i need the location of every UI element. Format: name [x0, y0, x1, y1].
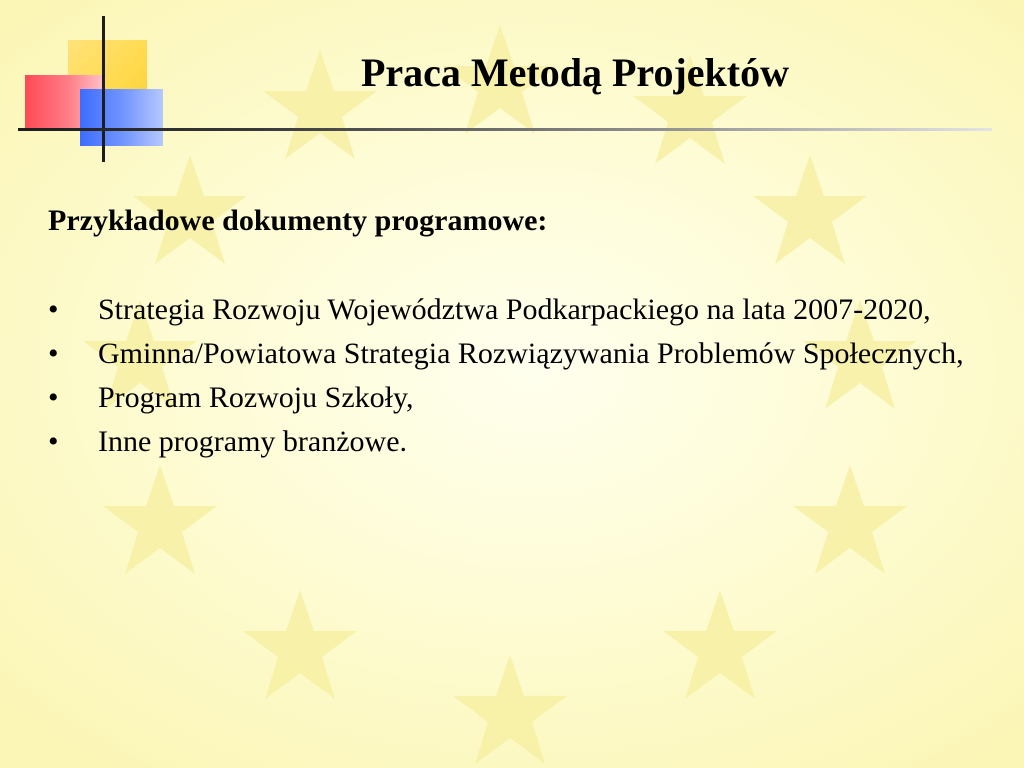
decorative-blue-square — [80, 89, 163, 146]
title-underline — [18, 128, 992, 131]
bullet-text: Strategia Rozwoju Województwa Podkarpackiego na lata 2007-2020, — [98, 293, 931, 326]
decorative-vertical-line — [102, 16, 105, 162]
star-icon — [753, 155, 867, 264]
bullet-item — [48, 420, 978, 464]
slide-subtitle: Przykładowe dokumenty programowe: — [48, 204, 548, 237]
bullet-item — [48, 288, 978, 332]
bullet-text: Gminna/Powiatowa Strategia Rozwiązywania Problemów Społecznych, — [98, 337, 964, 370]
bullet-icon: • — [48, 381, 59, 414]
bullet-item — [48, 332, 978, 376]
bullet-icon: • — [48, 293, 59, 326]
bullet-icon: • — [48, 337, 59, 370]
bullet-text: Inne programy branżowe. — [98, 425, 408, 458]
bullet-text: Program Rozwoju Szkoły, — [98, 381, 414, 414]
bullet-list — [48, 288, 978, 464]
star-icon — [103, 465, 217, 574]
star-icon — [453, 655, 567, 764]
bullet-item — [48, 376, 978, 420]
star-icon — [243, 590, 357, 699]
bullet-icon: • — [48, 425, 59, 458]
star-icon — [663, 590, 777, 699]
star-icon — [793, 465, 907, 574]
slide-title: Praca Metodą Projektów — [360, 50, 789, 95]
